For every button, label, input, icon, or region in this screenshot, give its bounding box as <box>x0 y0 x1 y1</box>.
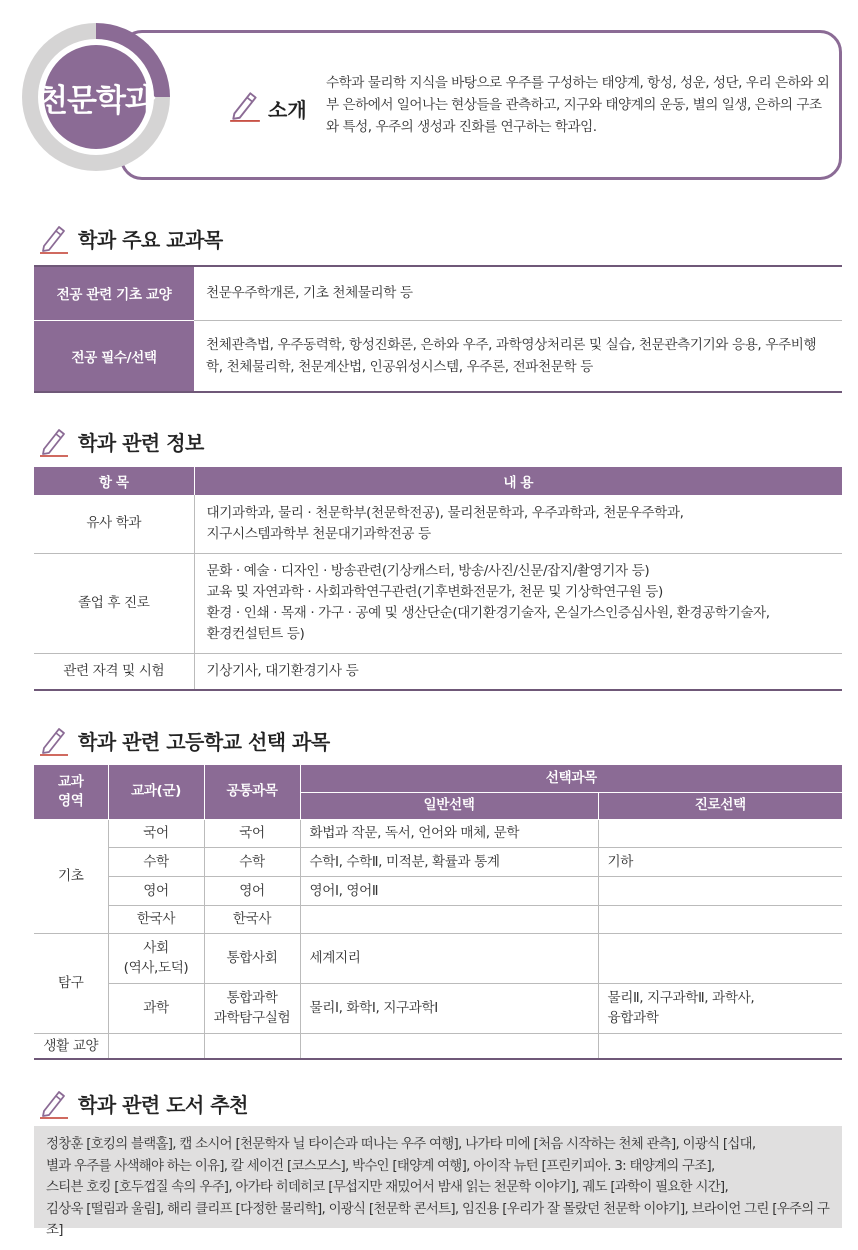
row-value: 천문우주학개론, 기초 천체물리학 등 <box>194 266 842 320</box>
table-row <box>34 933 842 983</box>
cell-common: 한국사 <box>204 905 300 933</box>
cell-career <box>598 905 842 933</box>
cell-career <box>598 876 842 905</box>
cell-general: 세계지리 <box>300 933 598 983</box>
hs-subjects-table <box>34 765 842 1060</box>
intro-text: 수학과 물리학 지식을 바탕으로 우주를 구성하는 태양계, 항성, 성운, 성단, 우리 은하와 외부 은하에서 일어나는 현상들을 관측하고, 지구와 태양계의 운동, 별의 일생, 은하의 구조와 특성, 우주의 생성과 진화를 연구하는 학과임. <box>326 75 830 135</box>
cell-group: 영어 <box>108 876 204 905</box>
col-header-content: 내 용 <box>194 467 842 495</box>
courses-table <box>34 265 842 393</box>
cell-general: 수학Ⅰ, 수학Ⅱ, 미적분, 확률과 통계 <box>300 847 598 876</box>
department-title: 천문학과 <box>38 82 154 119</box>
book-line: 스티븐 호킹 [호두껍질 속의 우주], 아가타 히데히코 [무섭지만 재밌어서 밤새 읽는 천문학 이야기], 궤도 [과학이 필요한 시간], <box>46 1180 729 1195</box>
cell-common <box>204 1033 300 1059</box>
value-line: 교육 및 자연과학 · 사회과학연구관련(기후변화전문가, 천문 및 기상학연구원 등) <box>206 584 663 600</box>
cell-general: 물리Ⅰ, 화학Ⅰ, 지구과학Ⅰ <box>300 983 598 1033</box>
table-header-row <box>34 467 842 495</box>
row-value <box>194 495 842 553</box>
section-title: 학과 주요 교과목 <box>78 227 223 252</box>
table-row <box>34 495 842 553</box>
area-basic: 기초 <box>34 819 108 933</box>
cell-career <box>598 819 842 847</box>
table-row <box>34 819 842 847</box>
cell-general: 화법과 작문, 독서, 언어와 매체, 문학 <box>300 819 598 847</box>
row-value <box>194 653 842 690</box>
value-line: 지구시스템과학부 천문대기과학전공 등 <box>206 525 431 542</box>
value-line: 환경컨설턴트 등) <box>206 626 305 642</box>
row-label: 관련 자격 및 시험 <box>34 653 194 690</box>
cell-line: 융합과학 <box>607 1010 659 1026</box>
cell-common: 국어 <box>204 819 300 847</box>
row-value: 천체관측법, 우주동력학, 항성진화론, 은하와 우주, 과학영상처리론 및 실습, 천문관측기기와 응용, 우주비행학, 천체물리학, 천문계산법, 인공위성시스템, 우주론, 전파천문학 등 <box>206 336 817 375</box>
value-line: 환경 · 인쇄 · 목재 · 가구 · 공예 및 생산단순(대기환경기술자, 온실가스인증심사원, 환경공학기술자, <box>206 605 770 621</box>
section-courses-heading <box>38 222 223 254</box>
col-header-area <box>34 765 108 819</box>
col-header-general: 일반선택 <box>300 792 598 819</box>
section-title: 학과 관련 도서 추천 <box>78 1092 248 1117</box>
pencil-icon <box>38 425 70 457</box>
pencil-icon <box>228 88 262 122</box>
cell-common: 수학 <box>204 847 300 876</box>
cell-common: 통합사회 <box>204 933 300 983</box>
value-line: 기상기사, 대기환경기사 등 <box>206 662 359 679</box>
book-recommendations <box>34 1126 842 1238</box>
header-line: 교과 <box>58 773 84 790</box>
row-value <box>194 553 842 653</box>
cell-general <box>300 1033 598 1059</box>
col-header-group: 교과(군) <box>108 765 204 819</box>
cell-career <box>598 1033 842 1059</box>
department-header <box>0 0 858 200</box>
cell-group: 과학 <box>108 983 204 1033</box>
area-life: 생활 교양 <box>34 1033 108 1059</box>
info-table <box>34 467 842 691</box>
value-line: 문화 · 예술 · 디자인 · 방송관련(기상캐스터, 방송/사진/신문/잡지/촬영기자 등) <box>206 563 650 579</box>
row-label: 졸업 후 진로 <box>34 553 194 653</box>
row-label: 전공 필수/선택 <box>34 320 194 392</box>
cell-group: 수학 <box>108 847 204 876</box>
cell-general <box>300 905 598 933</box>
pencil-icon <box>38 724 70 756</box>
cell-group <box>108 1033 204 1059</box>
value-line: 대기과학과, 물리 · 천문학부(천문학전공), 물리천문학과, 우주과학과, 천문우주학과, <box>206 504 684 521</box>
cell-group <box>108 933 204 983</box>
cell-career: 기하 <box>598 847 842 876</box>
table-header-row <box>34 765 842 792</box>
header-line: 영역 <box>58 792 84 809</box>
book-line: 정창훈 [호킹의 블랙홀], 캡 소시어 [천문학자 닐 타이슨과 떠나는 우주 여행], 나가타 미에 [처음 시작하는 천체 관측], 이광식 [십대, <box>46 1137 756 1152</box>
cell-line: (역사,도덕) <box>123 960 189 976</box>
table-row <box>34 847 842 876</box>
col-header-item: 항 목 <box>34 467 194 495</box>
cell-group: 한국사 <box>108 905 204 933</box>
table-row <box>34 320 842 392</box>
cell-group: 국어 <box>108 819 204 847</box>
cell-common <box>204 983 300 1033</box>
table-row <box>34 266 842 320</box>
pencil-icon <box>38 1087 70 1119</box>
book-line: 김상욱 [떨림과 울림], 해리 클리프 [다정한 물리학], 이광식 [천문학 콘서트], 임진용 [우리가 잘 몰랐던 천문학 이야기], 브라이언 그린 [우주의 구조] <box>46 1201 830 1238</box>
table-row <box>34 876 842 905</box>
table-row <box>34 1033 842 1059</box>
row-label: 전공 관련 기초 교양 <box>34 266 194 320</box>
section-title: 학과 관련 고등학교 선택 과목 <box>78 729 330 754</box>
cell-career <box>598 983 842 1033</box>
cell-common: 영어 <box>204 876 300 905</box>
table-row <box>34 553 842 653</box>
col-header-common: 공통과목 <box>204 765 300 819</box>
title-circle <box>38 45 154 149</box>
row-label: 유사 학과 <box>34 495 194 553</box>
area-inquiry: 탐구 <box>34 933 108 1033</box>
cell-line: 과학탐구실험 <box>213 1010 291 1026</box>
col-header-career: 진로선택 <box>598 792 842 819</box>
col-header-select: 선택과목 <box>300 765 842 792</box>
cell-line: 물리Ⅱ, 지구과학Ⅱ, 과학사, <box>607 990 755 1006</box>
intro-label: 소개 <box>268 98 307 122</box>
cell-line: 사회 <box>143 940 169 956</box>
section-books-heading <box>38 1087 248 1119</box>
book-line: 별과 우주를 사색해야 하는 이유], 칼 세이건 [코스모스], 박수인 [태양계 여행], 아이작 뉴턴 [프린키피아. 3: 태양계의 구조], <box>46 1158 715 1174</box>
table-row <box>34 905 842 933</box>
cell-general: 영어Ⅰ, 영어Ⅱ <box>300 876 598 905</box>
section-hs-heading <box>38 724 330 756</box>
cell-line: 통합과학 <box>226 990 278 1006</box>
cell-career <box>598 933 842 983</box>
pencil-icon <box>38 222 70 254</box>
section-title: 학과 관련 정보 <box>78 430 204 455</box>
table-row <box>34 653 842 690</box>
section-info-heading <box>38 425 204 457</box>
table-row <box>34 983 842 1033</box>
